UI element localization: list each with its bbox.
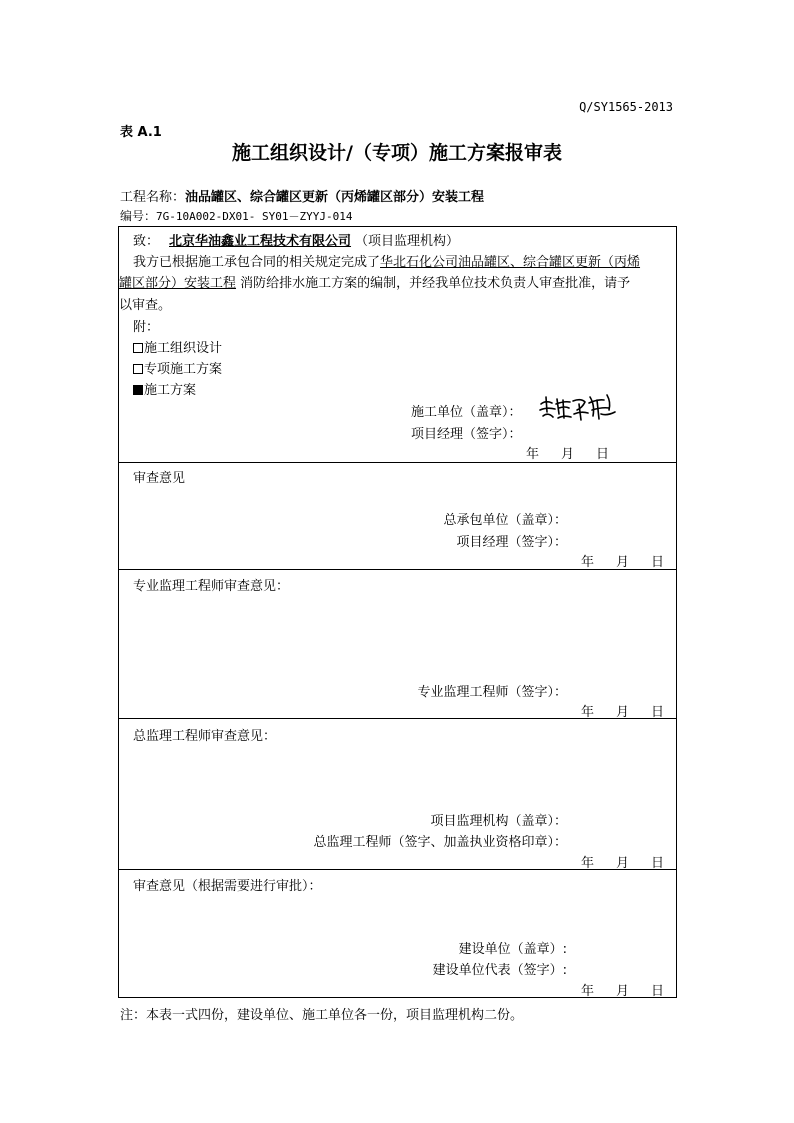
addressee-suffix: （项目监理机构）: [355, 234, 460, 249]
checkbox-icon[interactable]: [133, 343, 143, 353]
date-line-1: [526, 443, 609, 462]
date-month: 月: [561, 447, 575, 462]
project-code-value: 7G-10A002-DX01- SY01－ZYYJ-014: [156, 210, 353, 223]
project-manager-sign-label-2: 项目经理（签字）：: [456, 535, 567, 550]
checkbox-icon[interactable]: [133, 364, 143, 374]
project-code-label: 编号：: [120, 209, 157, 223]
body-line-3: 以审查。: [119, 298, 172, 313]
checkbox-checked-icon[interactable]: [133, 385, 143, 395]
option-label: 专项施工方案: [144, 362, 223, 377]
general-contractor-seal-label: 总承包单位（盖章）：: [443, 513, 567, 528]
page-title: 施工组织设计/（专项）施工方案报审表: [232, 142, 562, 164]
project-code-line: [120, 207, 352, 224]
date-line-5: [581, 980, 664, 999]
project-name-value: 油品罐区、综合罐区更新（丙烯罐区部分）安装工程: [185, 190, 485, 205]
chief-engineer-sign-label: 总监理工程师（签字、加盖执业资格印章）：: [313, 835, 567, 850]
body-text: 消防给排水施工方案的编制，并经我单位技术负责人审查批准，请予: [236, 276, 631, 291]
standard-number: Q/SY1565-2013: [579, 100, 673, 114]
date-day: 日: [596, 447, 610, 462]
option-label: 施工方案: [144, 383, 197, 398]
date-line-3: [581, 701, 664, 720]
body-line-1: [133, 251, 640, 270]
body-text: 我方已根据施工承包合同的相关规定完成了: [133, 255, 381, 270]
supervision-org-seal-label: 项目监理机构（盖章）：: [430, 814, 567, 829]
chief-engineer-opinion-heading: 总监理工程师审查意见：: [133, 729, 277, 744]
date-day: 日: [651, 555, 665, 570]
date-line-4: [581, 852, 664, 871]
specialist-engineer-opinion-heading: 专业监理工程师审查意见：: [133, 579, 290, 594]
owner-approval-heading: 审查意见（根据需要进行审批）：: [133, 879, 322, 894]
row-divider-1: [118, 462, 677, 463]
body-line-2: [119, 272, 630, 291]
date-day: 日: [651, 705, 665, 720]
review-opinion-heading: 审查意见: [133, 471, 186, 486]
date-year: 年: [526, 447, 540, 462]
project-name-label: 工程名称：: [120, 190, 186, 205]
owner-rep-sign-label: 建设单位代表（签字）:: [432, 963, 567, 978]
body-project-name: 华北石化公司油品罐区、综合罐区更新（丙烯: [380, 255, 641, 270]
footnote: 注：本表一式四份，建设单位、施工单位各一份，项目监理机构二份。: [120, 1008, 524, 1023]
owner-unit-seal-label: 建设单位（盖章）:: [458, 942, 567, 957]
project-name-line: [120, 186, 484, 205]
date-line-2: [581, 551, 664, 570]
option-construction-design[interactable]: [133, 337, 222, 356]
date-month: 月: [616, 705, 630, 720]
addressee-prefix: 致：: [133, 234, 160, 249]
project-manager-sign-label: 项目经理（签字）：: [411, 427, 522, 442]
date-month: 月: [616, 984, 630, 999]
addressee-org: 北京华油鑫业工程技术有限公司: [169, 234, 352, 249]
date-year: 年: [581, 984, 595, 999]
date-month: 月: [616, 555, 630, 570]
date-year: 年: [581, 856, 595, 871]
option-construction-plan[interactable]: [133, 379, 196, 398]
table-label: 表 A.1: [120, 125, 162, 140]
date-month: 月: [616, 856, 630, 871]
option-label: 施工组织设计: [144, 341, 223, 356]
date-day: 日: [651, 984, 665, 999]
specialist-engineer-sign-label: 专业监理工程师（签字）：: [417, 685, 567, 700]
date-year: 年: [581, 555, 595, 570]
handwritten-signature: [537, 390, 621, 424]
date-day: 日: [651, 856, 665, 871]
body-project-name-cont: 罐区部分）安装工程: [119, 276, 237, 291]
construction-unit-seal-label: 施工单位（盖章）：: [411, 405, 522, 420]
date-year: 年: [581, 705, 595, 720]
option-special-plan[interactable]: [133, 358, 222, 377]
attachment-label: 附：: [133, 320, 160, 335]
addressee-line: [133, 230, 459, 249]
